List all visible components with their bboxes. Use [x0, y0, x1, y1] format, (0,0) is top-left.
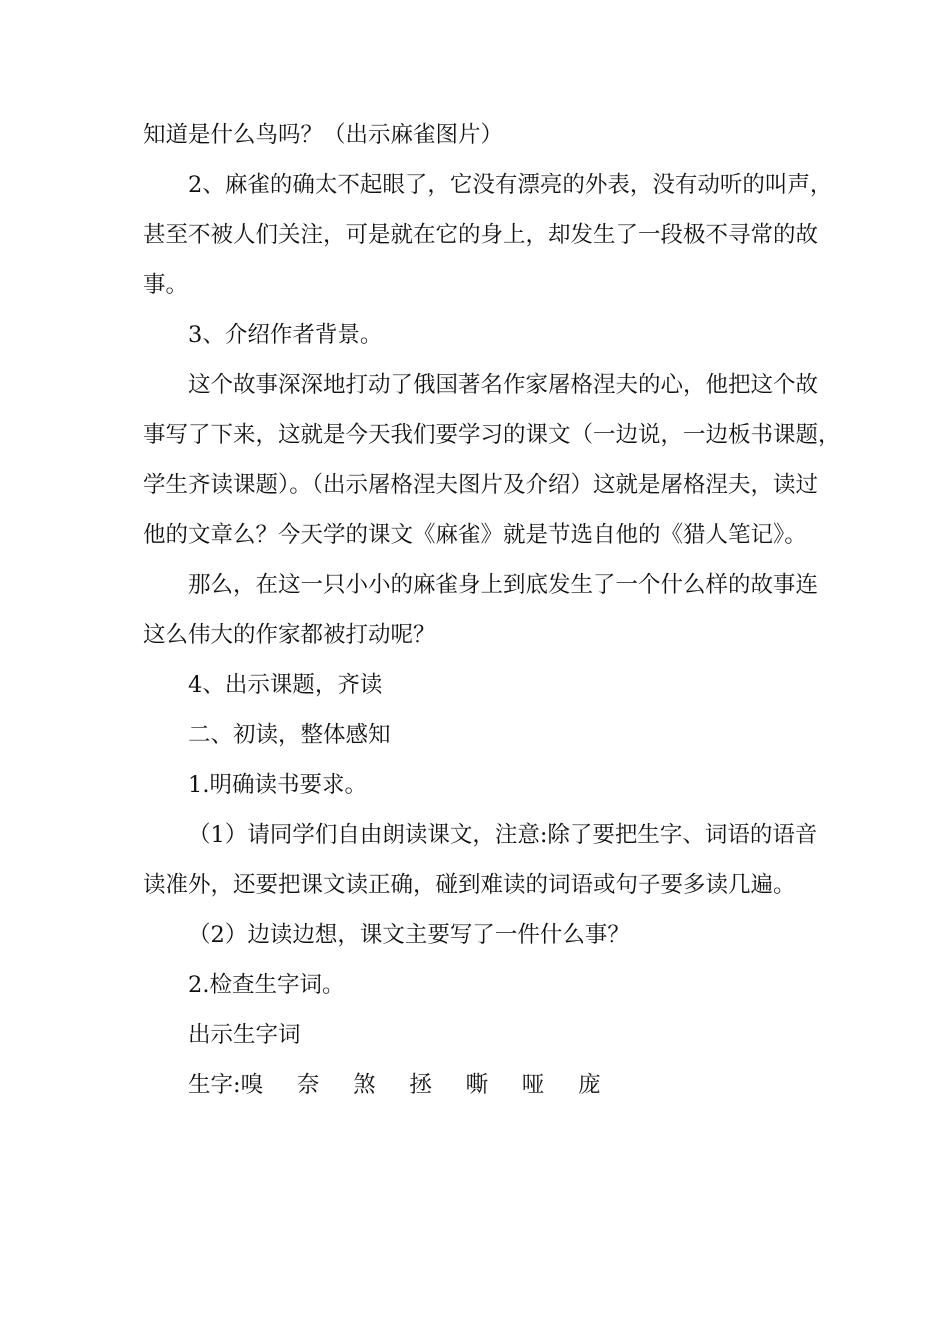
paragraph-line: （2）边读边想，课文主要写了一件什么事？	[188, 922, 630, 948]
paragraph-line: 那么，在这一只小小的麻雀身上到底发生了一个什么样的故事连	[188, 572, 819, 598]
paragraph-line: 事写了下来，这就是今天我们要学习的课文（一边说，一边板书课题，	[143, 422, 841, 448]
paragraph-line: 他的文章么？今天学的课文《麻雀》就是节选自他的《猎人笔记》。	[143, 522, 807, 548]
section-heading: 二、初读，整体感知	[188, 722, 391, 748]
vocabulary-line: 生字:嗅 奈 煞 拯 嘶 哑 庞	[188, 1072, 601, 1098]
paragraph-line: 这么伟大的作家都被打动呢？	[143, 622, 436, 648]
paragraph-line: 事。	[143, 272, 189, 298]
paragraph-line: 读准外，还要把课文读正确，碰到难读的词语或句子要多读几遍。	[143, 872, 796, 898]
paragraph-line: 2、麻雀的确太不起眼了，它没有漂亮的外表，没有动听的叫声，	[188, 172, 833, 198]
paragraph-line: 1.明确读书要求。	[188, 772, 367, 798]
paragraph-line: 这个故事深深地打动了俄国著名作家屠格涅夫的心，他把这个故	[188, 372, 819, 398]
paragraph-line: 甚至不被人们关注，可是就在它的身上，却发生了一段极不寻常的故	[143, 222, 819, 248]
paragraph-line: 3、介绍作者背景。	[188, 322, 383, 348]
paragraph-line: 4、出示课题，齐读	[188, 672, 383, 698]
paragraph-line: 知道是什么鸟吗？（出示麻雀图片）	[143, 122, 504, 148]
paragraph-line: 学生齐读课题）。（出示屠格涅夫图片及介绍）这就是屠格涅夫，读过	[143, 472, 819, 498]
paragraph-line: （1）请同学们自由朗读课文，注意:除了要把生字、词语的语音	[188, 822, 818, 848]
paragraph-line: 出示生字词	[188, 1022, 301, 1048]
document-body	[143, 110, 841, 1110]
paragraph-line: 2.检查生字词。	[188, 972, 345, 998]
